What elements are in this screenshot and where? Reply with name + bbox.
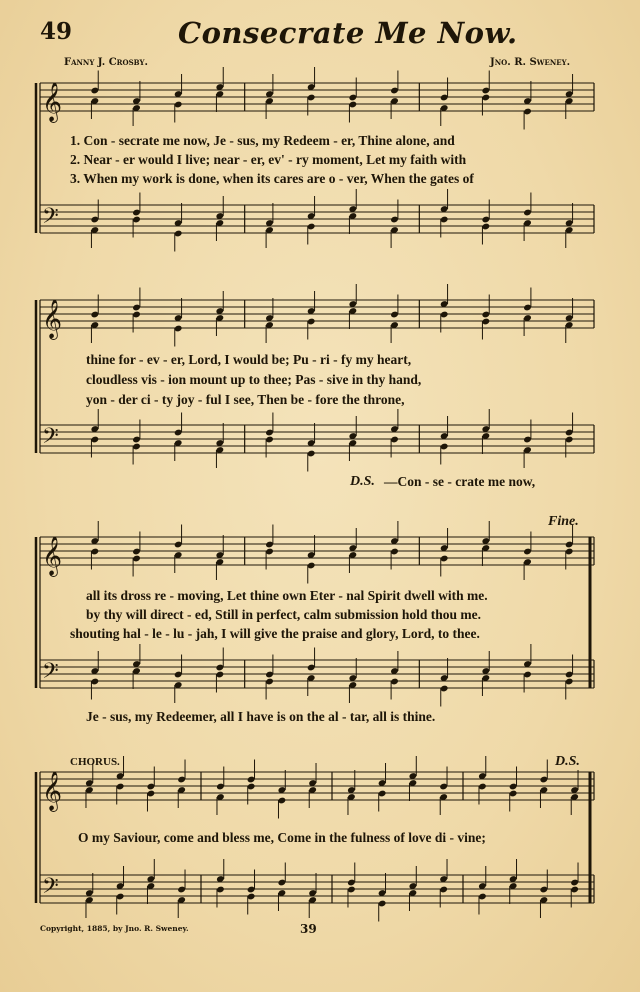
s3-verse-3: shouting hal - le - lu - jah, I will give the praise and glory, Lord, to thee. [70, 626, 480, 641]
music-credit: Jno. R. Sweney. [490, 57, 571, 68]
treble-clef: 𝄞 [42, 771, 63, 811]
ds-lyric: —Con - se - crate me now, [384, 474, 536, 489]
s2-verse-3: yon - der ci - ty joy - ful I see, Then be - fore the throne, [86, 392, 405, 407]
s3-verse-2: by thy will direct - ed, Still in perfect, calm submission hold thou me. [86, 607, 482, 622]
words-credit: Fanny J. Crosby. [64, 57, 148, 68]
s1-verse-2: 2. Near - er would I live; near - er, ev' - ry moment, Let my faith with [70, 152, 467, 167]
bass-clef: 𝄢 [42, 659, 59, 689]
bass-clef: 𝄢 [42, 874, 59, 904]
fine-marker: Fine. [548, 514, 579, 529]
ds-marker: D.S. [350, 474, 375, 489]
chorus-lyrics: O my Saviour, come and bless me, Come in the fulness of love di - vine; [78, 830, 486, 845]
s1-verse-3: 3. When my work is done, when its cares are o - ver, When the gates of [70, 171, 474, 186]
treble-clef: 𝄞 [42, 82, 63, 122]
s2-verse-2: cloudless vis - ion mount up to thee; Pas - sive in thy hand, [86, 372, 422, 387]
bass-clef: 𝄢 [42, 204, 59, 234]
bass-clef: 𝄢 [42, 424, 59, 454]
page-number: 49 [40, 18, 73, 45]
s2-verse-1: thine for - ev - er, Lord, I would be; Pu - ri - fy my heart, [86, 352, 412, 367]
s1-verse-1: 1. Con - secrate me now, Je - sus, my Redeem - er, Thine alone, and [70, 133, 455, 148]
s3-verse-1: all its dross re - moving, Let thine own Eter - nal Spirit dwell with me. [86, 588, 488, 603]
treble-clef: 𝄞 [42, 299, 63, 339]
treble-clef: 𝄞 [42, 536, 63, 576]
footer-page-number: 39 [300, 922, 317, 936]
ds-chorus-marker: D.S. [555, 754, 580, 769]
s3-bass-lyric: Je - sus, my Redeemer, all I have is on the al - tar, all is thine. [86, 709, 436, 724]
chorus-label: CHORUS. [70, 756, 120, 768]
hymn-title: Consecrate Me Now. [178, 16, 518, 50]
copyright-notice: Copyright, 1885, by Jno. R. Sweney. [40, 924, 189, 933]
